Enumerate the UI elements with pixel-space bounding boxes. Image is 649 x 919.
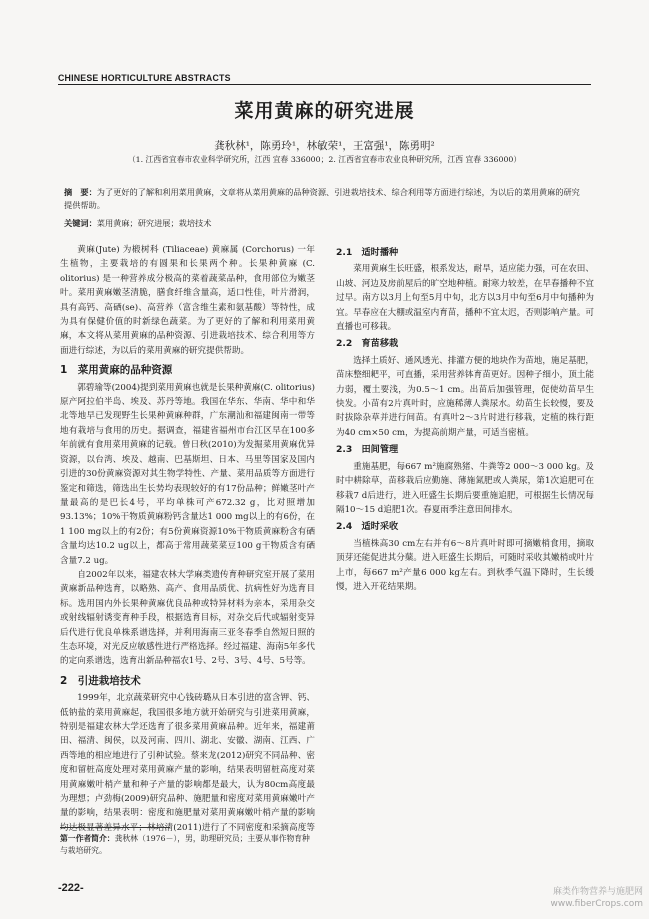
affiliations: （1. 江西省宜春市农业科学研究所，江西 宜春 336000；2. 江西省宜春市农业良种研究所，江西 宜春 336000）	[127, 155, 522, 164]
section-1-heading: 1 菜用黄麻的品种资源	[60, 364, 173, 377]
subsection-2-1-text: 菜用黄麻生长旺盛，根系发达，耐旱，适应能力强，可在农田、山坡、河边及房前屋后的旷空地种植。耐寒力较差，在早春播种不宜过早。南方以3月上旬至5月中旬，北方以3月中旬至6月中旬播种为宜。早春应在大棚或温室内育苗，播种不宜太迟，否则影响产量。可直播也可移栽。	[336, 264, 594, 333]
author-list: 龚秋林¹，陈勇玲¹，林敏荣¹，王富强¹，陈勇明²	[214, 140, 435, 152]
subsection-2-2-heading: 2.2 育苗移栽	[336, 338, 399, 350]
footnote-label: 第一作者简介：	[60, 834, 115, 843]
section-1-paragraph-1: 郭碧瑜等(2004)提到菜用黄麻也就是长果种黄麻(C. olitorius)原产阿拉伯半岛、埃及、苏丹等地。我国在华东、华南、华中和华北等地早已发现野生长果种黄麻种群，广东潮汕和福建闽南一带等地有栽培与食用的历史。据调查，福建省福州市台江区早在100多年前就有食用菜用黄麻的记载。曾日秋(2010)为发掘菜用黄麻优异资源，以台湾、埃及、越南、巴基斯坦、日本、马里等国家及国内引进的30份黄麻资源对其生物学特性、产量、菜用品质等方面进行鉴定和筛选，筛选出生长势均表现较好的有17份品种；鲜嫩茎叶产量最高的是巴长4号，平均单株可产672.32 g，比对照增加93.13%；10%干物质黄麻粉钙含量达1 000 mg以上的有6份，在1 100 mg以上的有2份；有5份黄麻资源10%干物质黄麻粉含有硒含量均达10.2 ug以上，都高于常用蔬菜菜豆100 g干物质含有硒含量7.2 ug。	[60, 382, 315, 566]
abstract	[64, 186, 585, 212]
intro-paragraph: 黄麻(Jute) 为椴树科 (Tiliaceae) 黄麻属 (Corchorus) 一年生植物，主要栽培的有圆果和长果两个种。长果种黄麻 (C. olitorius) 是一种营养成分极高的菜着蔬菜品种，食用部位为嫩茎叶。菜用黄麻嫩茎清脆，膳食纤维含量高，适口性佳，叶片滑润，具有高钙、高硒(se)、高营养（富含维生素和氨基酸）等特性，成为具有保健价值的时新绿色蔬菜。为了更好的了解和利用菜用黄麻，本文将从菜用黄麻的品种资源、引进栽培技术、综合利用等方面进行综述，为以后的菜用黄麻的研究提供帮助。	[60, 245, 315, 356]
section-2-heading: 2 引进栽培技术	[60, 674, 141, 687]
keywords-label: 关键词：	[64, 218, 97, 228]
journal-header: CHINESE HORTICULTURE ABSTRACTS	[58, 73, 231, 83]
right-column	[336, 243, 594, 883]
subsection-2-3-heading: 2.3 田间管理	[336, 444, 399, 456]
left-column	[60, 243, 315, 833]
subsection-2-3-text: 重施基肥，每667 m²施腐熟猪、牛粪等2 000～3 000 kg。及时中耕除草，苗移栽后应勤施、薄施氮肥或人粪尿，第1次追肥可在移栽7 d后进行，进入旺盛生长期后要重施追肥，可根据生长情况每隔10～15 d追肥1次。春夏雨季注意田间排水。	[336, 461, 594, 515]
keywords	[64, 218, 585, 229]
abstract-label: 摘 要：	[64, 187, 97, 197]
paper-title: 菜用黄麻的研究进展	[234, 100, 415, 122]
section-1-paragraph-2: 自2002年以来，福建农林大学麻类遗传育种研究室开展了菜用黄麻新品种选育，以略熟、高产、食用品质优、抗病性好为选育目标。选用国内外长果种黄麻优良品种或特异材料为亲本，采用杂交或射线辐射诱变育种手段，根据选育目标，对杂交后代或辐射变异后代进行优良单株系谱选择，并利用海南三亚冬春季自然短日照的生态环境，对光反应敏感性进行严格选择。经过福建、海南5年多代的定向系谱选，选育出新品种福农1号、2号、3号、4号、5号等。	[60, 569, 315, 667]
page-number: -222-	[58, 882, 84, 894]
watermark-line-2: www.fiberCrops.com	[550, 899, 643, 909]
subsection-2-2-text: 选择土质好、通风透光、排灌方便的地块作为苗地，施足基肥，苗床整细耙平，可直播，采用营养钵育苗更好。因种子细小，顶土能力弱，覆土要浅，为0.5～1 cm。出苗后加强管理，促使幼苗早生快发。小苗有2片真叶时，应施稀薄人粪尿水。幼苗生长较慢，要及时拔除杂草并进行间苗。有真叶2～3片时进行移栽，定植的株行距为40 cm×50 cm，为提高前期产量，可适当密植。	[336, 355, 594, 438]
subsection-2-1-heading: 2.1 适时播种	[336, 247, 399, 258]
watermark	[550, 886, 643, 910]
section-2-paragraph-1: 1999年，北京蔬菜研究中心钱砖璐从日本引进的富含钾、钙、低钠盐的菜用黄麻起，我国很多地方就开始研究与引进菜用黄麻，特别是福建农林大学还选育了很多菜用黄麻品种。近年来，福建莆田、福清、闽侯，以及河南、四川、湖北、安徽、湖南、江西、广西等地的相应地进行了引种试验。蔡来龙(2012)研究不同品种、密度和留桩高度处理对菜用黄麻产量的影响，结果表明留桩高度对菜用黄麻嫩叶梢产量和种子产量的影响都是最大，认为80cm高度最为理想；卢劲梅(2009)研究品种、施肥量和密度对菜用黄麻嫩叶产量的影响，结果表明：密度和施肥量对菜用黄麻嫩叶梢产量的影响均达极显著差异水平；林培清(2011)进行了不同密度和采摘高度等	[60, 693, 315, 833]
header-rule	[58, 84, 591, 85]
subsection-2-4-text: 当植株高30 cm左右并有6～8片真叶时即可摘嫩梢食用，摘取顶芽还能促进其分蘖。进入旺盛生长期后，可随时采收其嫩梢或叶片上市，每667 m²产量6 000 kg左右。到秋季气温下降时，生长缓慢，进入开花结果期。	[336, 538, 594, 592]
keywords-text: 菜用黄麻；研究进展；栽培技术	[96, 218, 212, 228]
watermark-line-1: 麻类作物营养与施肥网	[552, 887, 643, 897]
subsection-2-4-heading: 2.4 适时采收	[336, 521, 399, 533]
footnote	[60, 833, 315, 857]
abstract-text: 为了更好的了解和利用菜用黄麻，文章将从菜用黄麻的品种资源、引进栽培技术、综合利用等方面进行综述，为以后的菜用黄麻的研究提供帮助。	[64, 187, 580, 210]
footnote-rule	[60, 827, 170, 828]
footnote-text: 龚秋林（1976－），男，助理研究员；主要从事作物育种与栽培研究。	[60, 834, 310, 855]
